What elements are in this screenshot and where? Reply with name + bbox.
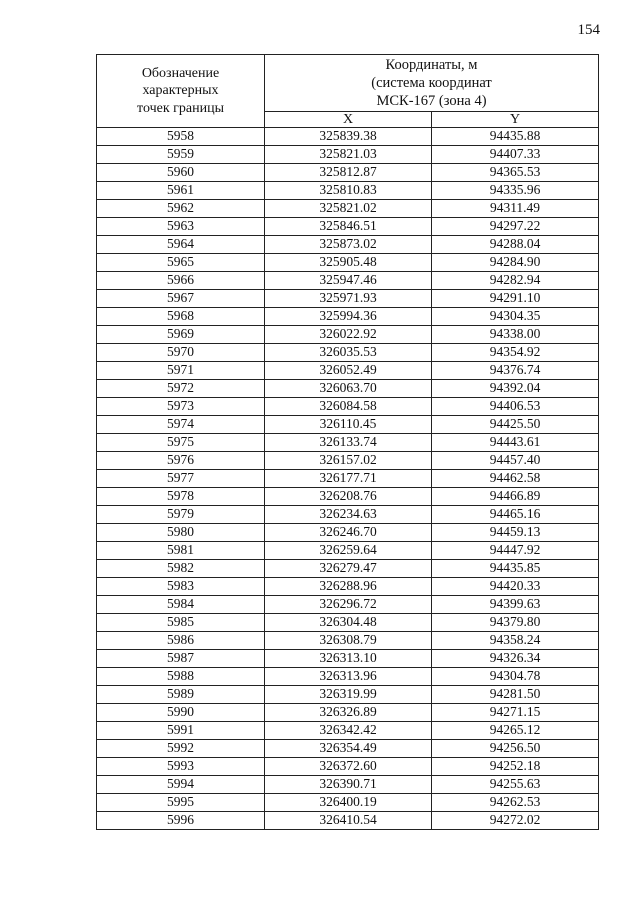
- table-row: [97, 722, 599, 740]
- table-row: [97, 650, 599, 668]
- table-row: [97, 254, 599, 272]
- point-id-cell: 5984: [97, 596, 265, 614]
- x-coordinate-cell: 326157.02: [265, 452, 432, 470]
- y-coordinate-cell: 94265.12: [432, 722, 599, 740]
- point-id-cell: 5965: [97, 254, 265, 272]
- y-coordinate-cell: 94365.53: [432, 164, 599, 182]
- header-line: точек границы: [137, 100, 224, 116]
- table-row: [97, 434, 599, 452]
- table-row: [97, 560, 599, 578]
- point-id-cell: 5988: [97, 668, 265, 686]
- table-row: [97, 488, 599, 506]
- x-coordinate-cell: 326342.42: [265, 722, 432, 740]
- y-coordinate-cell: 94354.92: [432, 344, 599, 362]
- table-row: [97, 344, 599, 362]
- point-id-cell: 5970: [97, 344, 265, 362]
- x-coordinate-cell: 326022.92: [265, 326, 432, 344]
- point-id-cell: 5977: [97, 470, 265, 488]
- x-coordinate-cell: 326246.70: [265, 524, 432, 542]
- x-coordinate-cell: 326354.49: [265, 740, 432, 758]
- table-row: [97, 614, 599, 632]
- point-id-cell: 5989: [97, 686, 265, 704]
- x-coordinate-cell: 326208.76: [265, 488, 432, 506]
- table-row: [97, 146, 599, 164]
- point-id-cell: 5979: [97, 506, 265, 524]
- table-row: [97, 182, 599, 200]
- x-coordinate-cell: 326133.74: [265, 434, 432, 452]
- table-row: [97, 380, 599, 398]
- table-row: [97, 362, 599, 380]
- x-coordinate-cell: 325994.36: [265, 308, 432, 326]
- point-id-cell: 5982: [97, 560, 265, 578]
- y-coordinate-cell: 94335.96: [432, 182, 599, 200]
- y-coordinate-cell: 94311.49: [432, 200, 599, 218]
- y-coordinate-cell: 94406.53: [432, 398, 599, 416]
- table-row: [97, 794, 599, 812]
- x-coordinate-cell: 326279.47: [265, 560, 432, 578]
- x-coordinate-cell: 326110.45: [265, 416, 432, 434]
- x-coordinate-cell: 326319.99: [265, 686, 432, 704]
- point-id-cell: 5983: [97, 578, 265, 596]
- point-id-cell: 5968: [97, 308, 265, 326]
- y-coordinate-cell: 94252.18: [432, 758, 599, 776]
- table-row: [97, 596, 599, 614]
- point-id-cell: 5975: [97, 434, 265, 452]
- y-coordinate-cell: 94256.50: [432, 740, 599, 758]
- table-row: [97, 218, 599, 236]
- point-id-cell: 5980: [97, 524, 265, 542]
- page-number: 154: [577, 22, 600, 38]
- x-coordinate-cell: 326177.71: [265, 470, 432, 488]
- table-row: [97, 776, 599, 794]
- x-coordinate-cell: 326084.58: [265, 398, 432, 416]
- y-coordinate-cell: 94297.22: [432, 218, 599, 236]
- x-coordinate-cell: 326326.89: [265, 704, 432, 722]
- x-coordinate-cell: 326313.96: [265, 668, 432, 686]
- x-coordinate-cell: 326313.10: [265, 650, 432, 668]
- x-coordinate-cell: 326308.79: [265, 632, 432, 650]
- x-coordinate-cell: 326410.54: [265, 812, 432, 830]
- y-coordinate-cell: 94338.00: [432, 326, 599, 344]
- table-body: [97, 128, 599, 830]
- y-coordinate-cell: 94447.92: [432, 542, 599, 560]
- point-id-cell: 5967: [97, 290, 265, 308]
- y-coordinate-cell: 94291.10: [432, 290, 599, 308]
- point-id-cell: 5976: [97, 452, 265, 470]
- table-row: [97, 632, 599, 650]
- header-line: (система координат: [371, 74, 492, 91]
- point-id-cell: 5978: [97, 488, 265, 506]
- table-row: [97, 506, 599, 524]
- y-column-header: Y: [432, 112, 599, 128]
- table-row: [97, 542, 599, 560]
- point-id-cell: 5985: [97, 614, 265, 632]
- table-row: [97, 704, 599, 722]
- y-coordinate-cell: 94459.13: [432, 524, 599, 542]
- x-coordinate-cell: 326063.70: [265, 380, 432, 398]
- point-designation-header: [97, 55, 265, 128]
- table-row: [97, 740, 599, 758]
- x-coordinate-cell: 325839.38: [265, 128, 432, 146]
- y-coordinate-cell: 94281.50: [432, 686, 599, 704]
- table-header: [97, 55, 599, 128]
- y-coordinate-cell: 94407.33: [432, 146, 599, 164]
- table-row: [97, 668, 599, 686]
- table-row: [97, 272, 599, 290]
- coordinates-table: [96, 54, 599, 830]
- x-coordinate-cell: 325873.02: [265, 236, 432, 254]
- y-coordinate-cell: 94271.15: [432, 704, 599, 722]
- point-id-cell: 5973: [97, 398, 265, 416]
- x-coordinate-cell: 326052.49: [265, 362, 432, 380]
- point-id-cell: 5992: [97, 740, 265, 758]
- table-row: [97, 398, 599, 416]
- table-row: [97, 128, 599, 146]
- x-coordinate-cell: 325821.03: [265, 146, 432, 164]
- y-coordinate-cell: 94262.53: [432, 794, 599, 812]
- y-coordinate-cell: 94462.58: [432, 470, 599, 488]
- y-coordinate-cell: 94272.02: [432, 812, 599, 830]
- point-id-cell: 5991: [97, 722, 265, 740]
- point-id-cell: 5961: [97, 182, 265, 200]
- y-coordinate-cell: 94443.61: [432, 434, 599, 452]
- y-coordinate-cell: 94465.16: [432, 506, 599, 524]
- table-row: [97, 308, 599, 326]
- y-coordinate-cell: 94435.85: [432, 560, 599, 578]
- point-id-cell: 5969: [97, 326, 265, 344]
- x-coordinate-cell: 326259.64: [265, 542, 432, 560]
- y-coordinate-cell: 94399.63: [432, 596, 599, 614]
- coordinates-group-header: [265, 55, 599, 112]
- table-row: [97, 524, 599, 542]
- x-column-header: X: [265, 112, 432, 128]
- x-coordinate-cell: 326400.19: [265, 794, 432, 812]
- x-coordinate-cell: 326234.63: [265, 506, 432, 524]
- x-coordinate-cell: 325812.87: [265, 164, 432, 182]
- y-coordinate-cell: 94326.34: [432, 650, 599, 668]
- point-id-cell: 5995: [97, 794, 265, 812]
- table-row: [97, 452, 599, 470]
- x-coordinate-cell: 326288.96: [265, 578, 432, 596]
- table-row: [97, 686, 599, 704]
- table-row: [97, 416, 599, 434]
- point-id-cell: 5986: [97, 632, 265, 650]
- x-coordinate-cell: 326035.53: [265, 344, 432, 362]
- x-coordinate-cell: 325971.93: [265, 290, 432, 308]
- point-id-cell: 5958: [97, 128, 265, 146]
- point-id-cell: 5971: [97, 362, 265, 380]
- y-coordinate-cell: 94457.40: [432, 452, 599, 470]
- point-id-cell: 5963: [97, 218, 265, 236]
- x-coordinate-cell: 326304.48: [265, 614, 432, 632]
- point-id-cell: 5993: [97, 758, 265, 776]
- y-coordinate-cell: 94284.90: [432, 254, 599, 272]
- point-id-cell: 5974: [97, 416, 265, 434]
- table-row: [97, 326, 599, 344]
- x-coordinate-cell: 325905.48: [265, 254, 432, 272]
- point-id-cell: 5966: [97, 272, 265, 290]
- table-row: [97, 470, 599, 488]
- point-id-cell: 5987: [97, 650, 265, 668]
- header-line: Обозначение: [141, 65, 220, 81]
- x-coordinate-cell: 325846.51: [265, 218, 432, 236]
- table-row: [97, 200, 599, 218]
- y-coordinate-cell: 94304.35: [432, 308, 599, 326]
- x-coordinate-cell: 326390.71: [265, 776, 432, 794]
- y-coordinate-cell: 94304.78: [432, 668, 599, 686]
- point-id-cell: 5964: [97, 236, 265, 254]
- x-coordinate-cell: 326372.60: [265, 758, 432, 776]
- y-coordinate-cell: 94392.04: [432, 380, 599, 398]
- table-row: [97, 236, 599, 254]
- point-id-cell: 5959: [97, 146, 265, 164]
- point-id-cell: 5960: [97, 164, 265, 182]
- point-id-cell: 5990: [97, 704, 265, 722]
- point-id-cell: 5972: [97, 380, 265, 398]
- table-row: [97, 290, 599, 308]
- table-row: [97, 578, 599, 596]
- header-line: Координаты, м: [385, 56, 478, 73]
- y-coordinate-cell: 94425.50: [432, 416, 599, 434]
- y-coordinate-cell: 94358.24: [432, 632, 599, 650]
- y-coordinate-cell: 94379.80: [432, 614, 599, 632]
- y-coordinate-cell: 94282.94: [432, 272, 599, 290]
- x-coordinate-cell: 325810.83: [265, 182, 432, 200]
- y-coordinate-cell: 94420.33: [432, 578, 599, 596]
- table-row: [97, 758, 599, 776]
- point-id-cell: 5981: [97, 542, 265, 560]
- point-id-cell: 5994: [97, 776, 265, 794]
- header-line: МСК-167 (зона 4): [376, 93, 487, 110]
- y-coordinate-cell: 94466.89: [432, 488, 599, 506]
- point-id-cell: 5996: [97, 812, 265, 830]
- y-coordinate-cell: 94376.74: [432, 362, 599, 380]
- y-coordinate-cell: 94435.88: [432, 128, 599, 146]
- y-coordinate-cell: 94255.63: [432, 776, 599, 794]
- y-coordinate-cell: 94288.04: [432, 236, 599, 254]
- table-row: [97, 164, 599, 182]
- x-coordinate-cell: 325947.46: [265, 272, 432, 290]
- point-id-cell: 5962: [97, 200, 265, 218]
- x-coordinate-cell: 326296.72: [265, 596, 432, 614]
- table-row: [97, 812, 599, 830]
- header-line: характерных: [142, 83, 219, 99]
- x-coordinate-cell: 325821.02: [265, 200, 432, 218]
